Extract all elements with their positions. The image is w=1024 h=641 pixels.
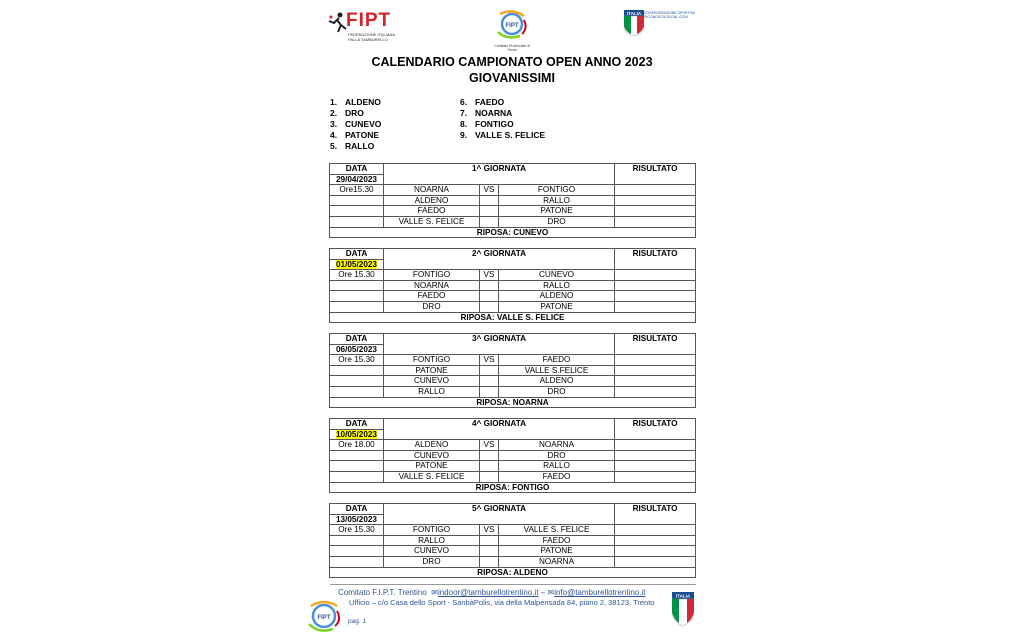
match-time	[330, 365, 384, 376]
mail-icon: ✉	[547, 588, 555, 597]
date-label: DATA	[330, 334, 384, 345]
coni-logo-text: CONFEDERAZIONE SPORTIVA RICONOSCIUTA DAL CONI	[644, 11, 695, 19]
risultato-label: RISULTATO	[615, 419, 696, 440]
away-team: DRO	[499, 216, 615, 227]
riposa-note: RIPOSA: NOARNA	[330, 397, 696, 408]
giornata-table	[329, 163, 696, 238]
footer-divider	[330, 584, 696, 585]
table-row	[330, 355, 696, 366]
table-row	[330, 556, 696, 567]
match-time: Ore 15.30	[330, 270, 384, 281]
svg-text:FIPT: FIPT	[317, 615, 331, 621]
vs-label	[480, 461, 499, 472]
table-row	[330, 376, 696, 387]
date-label: DATA	[330, 249, 384, 260]
table-row	[330, 461, 696, 472]
fipt-logo-subtext: FEDERAZIONE ITALIANA PALLA TAMBURELLO	[348, 32, 395, 42]
document-title: CALENDARIO CAMPIONATO OPEN ANNO 2023	[371, 55, 653, 69]
result-cell[interactable]	[615, 525, 696, 536]
away-team: FONTIGO	[499, 185, 615, 196]
result-cell[interactable]	[615, 535, 696, 546]
giornata-title: 5^ GIORNATA	[384, 504, 615, 525]
page-number: pag. 1	[348, 618, 367, 625]
result-cell[interactable]	[615, 440, 696, 451]
home-team: NOARNA	[384, 280, 480, 291]
home-team: ALDENO	[384, 195, 480, 206]
result-cell[interactable]	[615, 461, 696, 472]
table-row	[330, 195, 696, 206]
table-row	[330, 386, 696, 397]
giornata-title: 4^ GIORNATA	[384, 419, 615, 440]
svg-text:FIPT: FIPT	[505, 23, 519, 29]
comitato-emblem-icon	[490, 6, 534, 44]
result-cell[interactable]	[615, 216, 696, 227]
footer-address: Ufficio – c/o Casa dello Sport - SanbàPolis, via della Malpensada 84, piano 2, 38123, Trento	[349, 598, 655, 607]
result-cell[interactable]	[615, 355, 696, 366]
vs-label	[480, 195, 499, 206]
giornata-title: 1^ GIORNATA	[384, 164, 615, 185]
away-team: DRO	[499, 386, 615, 397]
result-cell[interactable]	[615, 206, 696, 217]
giornata-table	[329, 418, 696, 493]
away-team: FAEDO	[499, 471, 615, 482]
vs-label	[480, 365, 499, 376]
result-cell[interactable]	[615, 450, 696, 461]
list-item: 3. CUNEVO	[330, 119, 382, 129]
vs-label	[480, 556, 499, 567]
result-cell[interactable]	[615, 185, 696, 196]
home-team: NOARNA	[384, 185, 480, 196]
match-date: 29/04/2023	[330, 174, 384, 185]
table-row	[330, 216, 696, 227]
match-time	[330, 546, 384, 557]
svg-text:ITALIA: ITALIA	[626, 11, 642, 16]
table-row	[330, 270, 696, 281]
home-team: FONTIGO	[384, 270, 480, 281]
home-team: CUNEVO	[384, 450, 480, 461]
table-row	[330, 535, 696, 546]
result-cell[interactable]	[615, 291, 696, 302]
footer-org: Comitato F.I.P.T. Trentino	[338, 588, 427, 597]
away-team: NOARNA	[499, 556, 615, 567]
giornata-table	[329, 503, 696, 578]
list-item: 5. RALLO	[330, 141, 375, 151]
away-team: ALDENO	[499, 291, 615, 302]
email-link-info[interactable]: info@tamburellotrentino.it	[554, 588, 646, 597]
match-time	[330, 195, 384, 206]
italia-shield-icon	[672, 592, 694, 626]
away-team: FAEDO	[499, 535, 615, 546]
away-team: PATONE	[499, 546, 615, 557]
date-label: DATA	[330, 164, 384, 175]
away-team: CUNEVO	[499, 270, 615, 281]
match-time	[330, 301, 384, 312]
home-team: VALLE S. FELICE	[384, 471, 480, 482]
vs-label: VS	[480, 440, 499, 451]
result-cell[interactable]	[615, 471, 696, 482]
home-team: VALLE S. FELICE	[384, 216, 480, 227]
home-team: PATONE	[384, 461, 480, 472]
away-team: FAEDO	[499, 355, 615, 366]
vs-label	[480, 386, 499, 397]
result-cell[interactable]	[615, 270, 696, 281]
match-time	[330, 471, 384, 482]
match-time: Ore 18.00	[330, 440, 384, 451]
vs-label: VS	[480, 185, 499, 196]
match-time: Ore 15.30	[330, 525, 384, 536]
match-time	[330, 206, 384, 217]
risultato-label: RISULTATO	[615, 504, 696, 525]
document-subtitle: GIOVANISSIMI	[469, 71, 555, 85]
away-team: PATONE	[499, 206, 615, 217]
result-cell[interactable]	[615, 195, 696, 206]
vs-label	[480, 376, 499, 387]
away-team: ALDENO	[499, 376, 615, 387]
away-team: VALLE S. FELICE	[499, 525, 615, 536]
away-team: PATONE	[499, 301, 615, 312]
match-time: Ore 15.30	[330, 355, 384, 366]
home-team: DRO	[384, 301, 480, 312]
vs-label	[480, 291, 499, 302]
result-cell[interactable]	[615, 546, 696, 557]
table-row	[330, 450, 696, 461]
home-team: DRO	[384, 556, 480, 567]
home-team: FAEDO	[384, 291, 480, 302]
vs-label	[480, 301, 499, 312]
match-time	[330, 291, 384, 302]
list-item: 4. PATONE	[330, 130, 380, 140]
vs-label	[480, 206, 499, 217]
comitato-logo	[490, 6, 534, 52]
fipt-logo-text: FIPT	[346, 10, 392, 31]
table-row	[330, 525, 696, 536]
home-team: CUNEVO	[384, 376, 480, 387]
riposa-note: RIPOSA: ALDENO	[330, 567, 696, 578]
match-date: 13/05/2023	[330, 514, 384, 525]
home-team: ALDENO	[384, 440, 480, 451]
result-cell[interactable]	[615, 365, 696, 376]
table-row	[330, 185, 696, 196]
risultato-label: RISULTATO	[615, 249, 696, 270]
result-cell[interactable]	[615, 280, 696, 291]
match-time	[330, 376, 384, 387]
match-time	[330, 535, 384, 546]
comitato-logo-caption: Comitato Provinciale di Trento	[494, 44, 530, 52]
match-time	[330, 556, 384, 567]
away-team: VALLE S.FELICE	[499, 365, 615, 376]
match-time	[330, 461, 384, 472]
match-time	[330, 216, 384, 227]
home-team: FONTIGO	[384, 355, 480, 366]
result-cell[interactable]	[615, 301, 696, 312]
player-icon	[328, 12, 348, 34]
comitato-footer-logo	[303, 596, 345, 636]
list-item: 1. ALDENO	[330, 97, 381, 107]
giornata-table	[329, 333, 696, 408]
giornata-table	[329, 248, 696, 323]
table-row	[330, 301, 696, 312]
away-team: RALLO	[499, 461, 615, 472]
away-team: RALLO	[499, 280, 615, 291]
match-date: 10/05/2023	[330, 429, 384, 440]
home-team: FAEDO	[384, 206, 480, 217]
italia-footer-logo	[672, 592, 694, 626]
risultato-label: RISULTATO	[615, 334, 696, 355]
vs-label: VS	[480, 525, 499, 536]
vs-label	[480, 280, 499, 291]
list-item: 9. VALLE S. FELICE	[460, 130, 546, 140]
giornata-title: 2^ GIORNATA	[384, 249, 615, 270]
table-row	[330, 291, 696, 302]
vs-label: VS	[480, 355, 499, 366]
giornata-title: 3^ GIORNATA	[384, 334, 615, 355]
date-label: DATA	[330, 504, 384, 515]
result-cell[interactable]	[615, 376, 696, 387]
riposa-note: RIPOSA: FONTIGO	[330, 482, 696, 493]
match-time	[330, 280, 384, 291]
team-list-left	[330, 97, 381, 152]
comitato-emblem-icon	[303, 596, 345, 636]
date-label: DATA	[330, 419, 384, 430]
list-item: 8. FONTIGO	[460, 119, 514, 129]
result-cell[interactable]	[615, 386, 696, 397]
table-row	[330, 471, 696, 482]
vs-label	[480, 216, 499, 227]
match-time	[330, 386, 384, 397]
table-row	[330, 440, 696, 451]
italia-shield-icon	[624, 10, 644, 36]
home-team: RALLO	[384, 535, 480, 546]
fipt-logo	[328, 10, 400, 40]
home-team: RALLO	[384, 386, 480, 397]
risultato-label: RISULTATO	[615, 164, 696, 185]
vs-label	[480, 450, 499, 461]
coni-logo	[624, 10, 696, 40]
match-date: 06/05/2023	[330, 344, 384, 355]
mail-icon: ✉	[431, 588, 438, 597]
vs-label: VS	[480, 270, 499, 281]
table-row	[330, 280, 696, 291]
riposa-note: RIPOSA: VALLE S. FELICE	[330, 312, 696, 323]
vs-label	[480, 471, 499, 482]
svg-text:ITALIA: ITALIA	[675, 593, 691, 599]
list-item: 7. NOARNA	[460, 108, 513, 118]
table-row	[330, 365, 696, 376]
home-team: PATONE	[384, 365, 480, 376]
away-team: NOARNA	[499, 440, 615, 451]
table-row	[330, 546, 696, 557]
match-date: 01/05/2023	[330, 259, 384, 270]
result-cell[interactable]	[615, 556, 696, 567]
match-time: Ore15.30	[330, 185, 384, 196]
vs-label	[480, 535, 499, 546]
table-row	[330, 206, 696, 217]
list-item: 6. FAEDO	[460, 97, 505, 107]
team-list-right	[460, 97, 545, 141]
vs-label	[480, 546, 499, 557]
list-item: 2. DRO	[330, 108, 364, 118]
match-time	[330, 450, 384, 461]
away-team: DRO	[499, 450, 615, 461]
footer-contacts	[338, 588, 645, 597]
away-team: RALLO	[499, 195, 615, 206]
home-team: CUNEVO	[384, 546, 480, 557]
email-link-indoor[interactable]: indoor@tamburellotrentino.it	[437, 588, 539, 597]
footer-separator: –	[540, 588, 546, 597]
home-team: FONTIGO	[384, 525, 480, 536]
riposa-note: RIPOSA: CUNEVO	[330, 227, 696, 238]
